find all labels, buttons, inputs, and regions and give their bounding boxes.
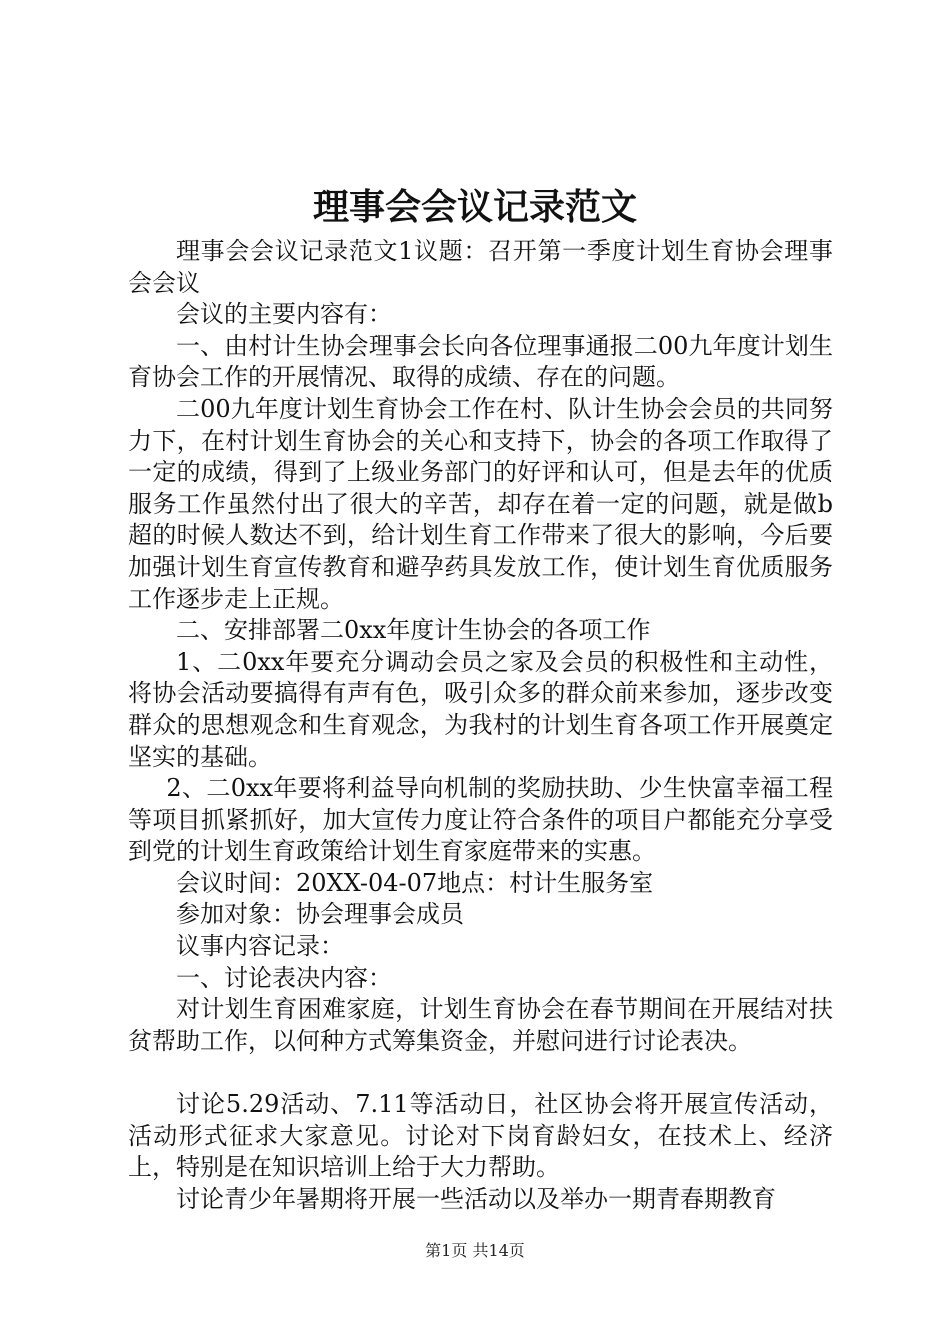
paragraph-youth-discussion: 讨论青少年暑期将开展一些活动以及举办一期青春期教育 xyxy=(176,1184,776,1213)
paragraph-vote-heading: 一、讨论表决内容： xyxy=(176,963,392,992)
paragraph-intro: 理事会会议记录范文1议题：召开第一季度计划生育协会理事会会议 xyxy=(128,237,833,297)
paragraph-vote-content: 对计划生育困难家庭，计划生育协会在春节期间在开展结对扶贫帮助工作，以何种方式筹集资金，并慰问进行讨论表决。 xyxy=(128,995,833,1055)
document-title: 理事会会议记录范文 xyxy=(312,186,637,228)
document-body xyxy=(128,236,833,1215)
paragraph-record-heading: 议事内容记录： xyxy=(176,932,344,961)
paragraph-task-one: 1、二0xx年要充分调动会员之家及会员的积极性和主动性，将协会活动要搞得有声有色，吸引众多的群众前来参加，逐步改变群众的思想观念和生育观念，为我村的计划生育各项工作开展奠定坚实的基础。 xyxy=(128,647,833,771)
paragraph-review: 二00九年度计划生育协会工作在村、队计生协会会员的共同努力下，在村计划生育协会的关心和支持下，协会的各项工作取得了一定的成绩，得到了上级业务部门的好评和认可，但是去年的优质服务工作虽然付出了很大的辛苦，却存在着一定的问题，就是做b超的时候人数达不到，给计划生育工作带来了很大的影响，今后要加强计划生育宣传教育和避孕药具发放工作，使计划生育优质服务工作逐步走上正规。 xyxy=(128,394,833,613)
paragraph-item-one: 一、由村计生协会理事会长向各位理事通报二00九年度计划生育协会工作的开展情况、取得的成绩、存在的问题。 xyxy=(128,331,833,392)
page-footer: 第1页 共14页 xyxy=(425,1241,525,1260)
paragraph-item-two: 二、安排部署二0xx年度计生协会的各项工作 xyxy=(176,616,651,645)
paragraph-activity-discussion: 讨论5.29活动、7.11等活动日，社区协会将开展宣传活动，活动形式征求大家意见。讨论对下岗育龄妇女，在技术上、经济上，特别是在知识培训上给于大力帮助。 xyxy=(128,1090,833,1182)
paragraph-spacer xyxy=(128,1057,833,1089)
paragraph-meeting-time: 会议时间：20XX-04-07地点：村计生服务室 xyxy=(176,868,654,897)
paragraph-attendees: 参加对象：协会理事会成员 xyxy=(176,900,464,929)
paragraph-task-two: 2、二0xx年要将利益导向机制的奖励扶助、少生快富幸福工程等项目抓紧抓好，加大宣传力度让符合条件的项目户都能充分享受到党的计划生育政策给计划生育家庭带来的实惠。 xyxy=(128,774,833,866)
paragraph-main-content: 会议的主要内容有： xyxy=(176,300,392,329)
